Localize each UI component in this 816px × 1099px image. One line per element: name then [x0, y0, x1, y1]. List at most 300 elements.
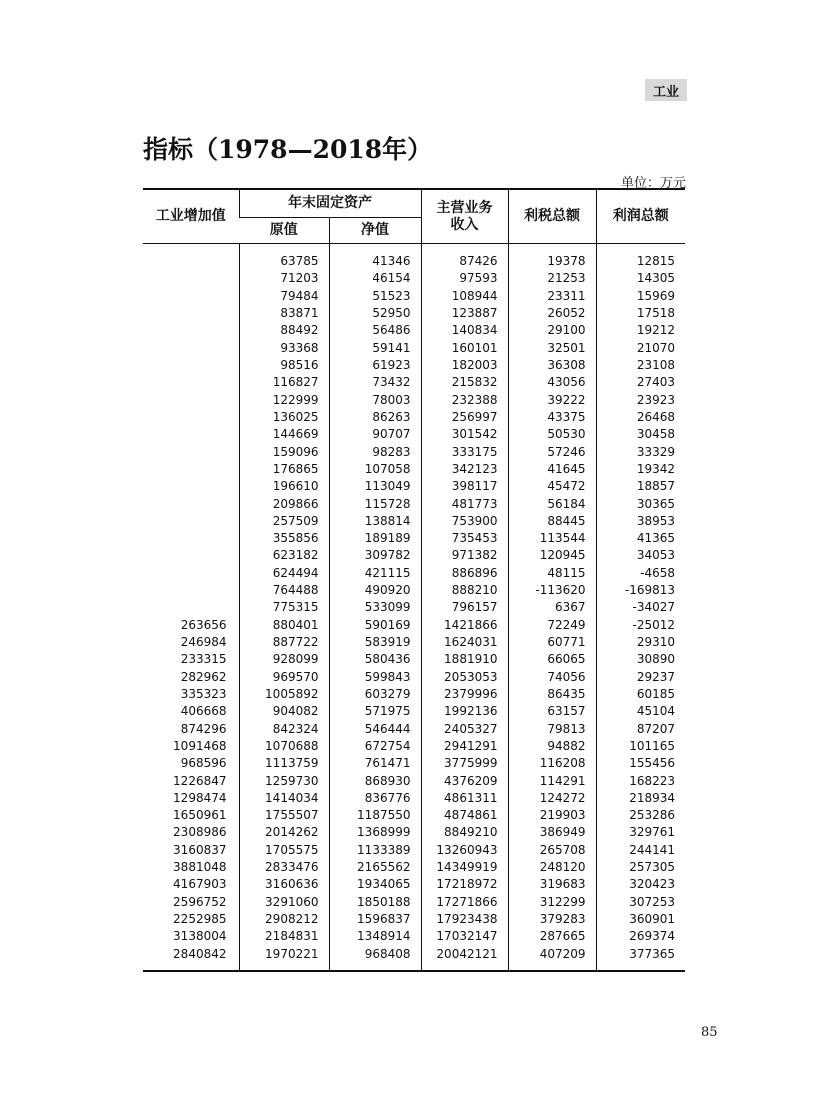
table-cell: 928099: [239, 651, 329, 668]
table-cell: 30458: [596, 426, 685, 443]
table-cell: 138814: [329, 513, 421, 530]
table-cell: 624494: [239, 565, 329, 582]
table-cell: 309782: [329, 547, 421, 564]
table-row: [143, 340, 685, 357]
table-cell: [143, 357, 239, 374]
table-cell: 307253: [596, 894, 685, 911]
table-cell: [143, 547, 239, 564]
table-row: [143, 790, 685, 807]
table-cell: 23108: [596, 357, 685, 374]
table-row: [143, 478, 685, 495]
table-row: [143, 686, 685, 703]
table-cell: 904082: [239, 703, 329, 720]
table-cell: 78003: [329, 392, 421, 409]
table-cell: 219903: [508, 807, 596, 824]
table-cell: [143, 392, 239, 409]
table-cell: 4861311: [421, 790, 508, 807]
table-cell: 1226847: [173, 773, 227, 788]
table-cell: 377365: [596, 946, 685, 963]
table-cell: 1934065: [329, 876, 421, 893]
table-body: [143, 244, 685, 971]
table-cell: 1414034: [239, 790, 329, 807]
table-cell: 45104: [596, 703, 685, 720]
table-row: [143, 357, 685, 374]
table-cell: 886896: [421, 565, 508, 582]
table-cell: 209866: [239, 495, 329, 512]
table-cell: 2941291: [421, 738, 508, 755]
table-cell: 379283: [508, 911, 596, 928]
table-cell: 3160837: [173, 842, 227, 857]
table-row: [143, 409, 685, 426]
table-cell: 4376209: [421, 772, 508, 789]
table-cell: [143, 461, 239, 478]
table-row: [143, 530, 685, 547]
table-cell: 15969: [596, 288, 685, 305]
table-cell: [143, 565, 239, 582]
table-cell: 13260943: [421, 842, 508, 859]
table-cell: 1133389: [329, 842, 421, 859]
table-row: [143, 772, 685, 789]
table-cell: 329761: [596, 824, 685, 841]
table-cell: 761471: [329, 755, 421, 772]
table-cell: 18857: [596, 478, 685, 495]
table-cell: 72249: [508, 617, 596, 634]
table-cell: 248120: [508, 859, 596, 876]
table-cell: -4658: [596, 565, 685, 582]
table-cell: 88492: [239, 322, 329, 339]
table-cell: 32501: [508, 340, 596, 357]
table-cell: 43375: [508, 409, 596, 426]
table-cell: 60185: [596, 686, 685, 703]
table-cell: 571975: [329, 703, 421, 720]
table-cell: 218934: [596, 790, 685, 807]
table-cell: 2308986: [173, 825, 227, 840]
table-cell: 41346: [329, 253, 421, 270]
table-cell: 623182: [239, 547, 329, 564]
table-cell: 46154: [329, 270, 421, 287]
table-cell: 1596837: [329, 911, 421, 928]
table-cell: [143, 270, 239, 287]
table-cell: 160101: [421, 340, 508, 357]
table-cell: 2184831: [239, 928, 329, 945]
table-row: [143, 928, 685, 945]
table-row: [143, 374, 685, 391]
table-cell: 590169: [329, 617, 421, 634]
data-table: [143, 188, 685, 972]
table-cell: 1113759: [239, 755, 329, 772]
table-cell: 120945: [508, 547, 596, 564]
table-cell: 113049: [329, 478, 421, 495]
table-cell: 1187550: [329, 807, 421, 824]
table-cell: 533099: [329, 599, 421, 616]
table-cell: 83871: [239, 305, 329, 322]
table-row: [143, 703, 685, 720]
table-cell: 1850188: [329, 894, 421, 911]
table-cell: 29100: [508, 322, 596, 339]
table-cell: 17271866: [421, 894, 508, 911]
table-cell: 17032147: [421, 928, 508, 945]
table-cell: 1650961: [173, 808, 227, 823]
table-cell: 971382: [421, 547, 508, 564]
table-cell: 386949: [508, 824, 596, 841]
table-row: [143, 651, 685, 668]
table-cell: 8849210: [421, 824, 508, 841]
table-cell: 599843: [329, 669, 421, 686]
table-cell: 1881910: [421, 651, 508, 668]
table-cell: 3138004: [173, 929, 227, 944]
table-cell: 17518: [596, 305, 685, 322]
table-cell: [143, 322, 239, 339]
table-row: [143, 617, 685, 634]
table-row: [143, 720, 685, 737]
table-cell: 2252985: [173, 912, 227, 927]
table-cell: 86435: [508, 686, 596, 703]
table-cell: 124272: [508, 790, 596, 807]
table-cell: 21253: [508, 270, 596, 287]
page-number: 85: [701, 1025, 718, 1040]
table-cell: 122999: [239, 392, 329, 409]
table-row: [143, 305, 685, 322]
table-cell: 3881048: [173, 860, 227, 875]
table-cell: 113544: [508, 530, 596, 547]
table-cell: 79484: [239, 288, 329, 305]
table-cell: 546444: [329, 720, 421, 737]
table-cell: 2596752: [173, 894, 227, 909]
table-cell: 888210: [421, 582, 508, 599]
table-cell: 301542: [421, 426, 508, 443]
table-cell: 969570: [239, 669, 329, 686]
header-main-business-income: 主营业务收入: [421, 189, 508, 244]
table-cell: 355856: [239, 530, 329, 547]
table-cell: 51523: [329, 288, 421, 305]
table-cell: 407209: [508, 946, 596, 963]
table-cell: 874296: [180, 721, 227, 736]
table-cell: 116827: [239, 374, 329, 391]
table-cell: 2165562: [329, 859, 421, 876]
header-net-value: 净值: [329, 218, 421, 244]
table-cell: 90707: [329, 426, 421, 443]
table-cell: 342123: [421, 461, 508, 478]
table-row: [143, 824, 685, 841]
table-cell: 287665: [508, 928, 596, 945]
table-cell: 19342: [596, 461, 685, 478]
table-cell: 60771: [508, 634, 596, 651]
table-cell: 56184: [508, 495, 596, 512]
table-cell: 45472: [508, 478, 596, 495]
header-original-value: 原值: [239, 218, 329, 244]
table-cell: 196610: [239, 478, 329, 495]
table-cell: 43056: [508, 374, 596, 391]
table-cell: [143, 426, 239, 443]
table-cell: 1259730: [239, 772, 329, 789]
table-cell: 98283: [329, 443, 421, 460]
table-cell: 140834: [421, 322, 508, 339]
table-cell: 2405327: [421, 720, 508, 737]
table-cell: 360901: [596, 911, 685, 928]
table-cell: [143, 288, 239, 305]
table-cell: 27403: [596, 374, 685, 391]
page-title: 指标（1978—2018年）: [143, 135, 433, 164]
table-cell: 87426: [421, 253, 508, 270]
table-cell: 257509: [239, 513, 329, 530]
header-fixed-assets: 年末固定资产: [239, 189, 421, 218]
table-cell: [143, 599, 239, 616]
table-cell: 968596: [180, 756, 227, 771]
table-cell: 30365: [596, 495, 685, 512]
table-cell: 23923: [596, 392, 685, 409]
table-cell: 868930: [329, 772, 421, 789]
table-row: [143, 859, 685, 876]
table-cell: 63157: [508, 703, 596, 720]
table-cell: 215832: [421, 374, 508, 391]
table-cell: 3291060: [239, 894, 329, 911]
table-cell: 282962: [180, 669, 227, 684]
table-row: [143, 547, 685, 564]
table-cell: 136025: [239, 409, 329, 426]
table-row: [143, 582, 685, 599]
table-cell: 52950: [329, 305, 421, 322]
table-row: [143, 946, 685, 963]
table-cell: 333175: [421, 443, 508, 460]
table-cell: 48115: [508, 565, 596, 582]
header-profit-and-tax: 利税总额: [508, 189, 596, 244]
table-cell: 26052: [508, 305, 596, 322]
table-cell: 4167903: [173, 877, 227, 892]
unit-label: 单位：万元: [620, 176, 686, 191]
table-cell: 246984: [180, 635, 227, 650]
table-row: [143, 599, 685, 616]
table-cell: 23311: [508, 288, 596, 305]
table-cell: 2053053: [421, 669, 508, 686]
table-cell: 114291: [508, 772, 596, 789]
table-cell: 97593: [421, 270, 508, 287]
table-row: [143, 894, 685, 911]
section-tag: 工业: [645, 79, 687, 101]
table-cell: 312299: [508, 894, 596, 911]
table-cell: 1624031: [421, 634, 508, 651]
table-cell: 159096: [239, 443, 329, 460]
table-cell: 1070688: [239, 738, 329, 755]
table-cell: 3775999: [421, 755, 508, 772]
table-cell: 244141: [596, 842, 685, 859]
table-cell: 29310: [596, 634, 685, 651]
table-cell: 189189: [329, 530, 421, 547]
table-cell: 263656: [180, 617, 227, 632]
table-row: [143, 322, 685, 339]
table-cell: [143, 340, 239, 357]
table-cell: 34053: [596, 547, 685, 564]
table-row: [143, 495, 685, 512]
table-cell: 481773: [421, 495, 508, 512]
table-cell: 490920: [329, 582, 421, 599]
table-row: [143, 513, 685, 530]
table-cell: 6367: [508, 599, 596, 616]
table-cell: -113620: [508, 582, 596, 599]
table-cell: 73432: [329, 374, 421, 391]
table-cell: 842324: [239, 720, 329, 737]
table-cell: 41645: [508, 461, 596, 478]
table-cell: 880401: [239, 617, 329, 634]
table-cell: 2908212: [239, 911, 329, 928]
header-industry-value-added: 工业增加值: [143, 189, 239, 244]
table-cell: -34027: [596, 599, 685, 616]
table-row: [143, 807, 685, 824]
table-cell: 775315: [239, 599, 329, 616]
table-cell: 1298474: [173, 790, 227, 805]
table-cell: [143, 253, 239, 270]
table-cell: 57246: [508, 443, 596, 460]
table-cell: 887722: [239, 634, 329, 651]
table-cell: [143, 443, 239, 460]
table-row: [143, 669, 685, 686]
table-cell: 14305: [596, 270, 685, 287]
table-cell: 74056: [508, 669, 596, 686]
table-cell: 17923438: [421, 911, 508, 928]
table-row: [143, 288, 685, 305]
table-cell: [143, 478, 239, 495]
table-cell: 71203: [239, 270, 329, 287]
table-cell: 115728: [329, 495, 421, 512]
table-cell: 98516: [239, 357, 329, 374]
table-cell: 144669: [239, 426, 329, 443]
table-cell: 319683: [508, 876, 596, 893]
table-cell: 12815: [596, 253, 685, 270]
table-cell: 398117: [421, 478, 508, 495]
table-cell: 233315: [180, 652, 227, 667]
table-cell: 63785: [239, 253, 329, 270]
table-cell: 232388: [421, 392, 508, 409]
table-row: [143, 755, 685, 772]
table-cell: 2014262: [239, 824, 329, 841]
table-cell: 672754: [329, 738, 421, 755]
table-cell: 39222: [508, 392, 596, 409]
table-cell: 836776: [329, 790, 421, 807]
table-cell: 269374: [596, 928, 685, 945]
table-cell: 3160636: [239, 876, 329, 893]
table-row: [143, 634, 685, 651]
table-cell: 1091468: [173, 738, 227, 753]
table-cell: 583919: [329, 634, 421, 651]
table-cell: 1421866: [421, 617, 508, 634]
table-cell: 253286: [596, 807, 685, 824]
table-cell: 796157: [421, 599, 508, 616]
table-cell: -169813: [596, 582, 685, 599]
table-cell: 421115: [329, 565, 421, 582]
table-cell: [143, 582, 239, 599]
header-total-profit: 利润总额: [596, 189, 685, 244]
table-row: [143, 738, 685, 755]
table-cell: 61923: [329, 357, 421, 374]
table-cell: [143, 305, 239, 322]
table-cell: 406668: [180, 704, 227, 719]
table-cell: 1368999: [329, 824, 421, 841]
table-cell: 735453: [421, 530, 508, 547]
table-cell: 116208: [508, 755, 596, 772]
table-cell: 265708: [508, 842, 596, 859]
table-cell: 1755507: [239, 807, 329, 824]
table-cell: 123887: [421, 305, 508, 322]
table-row: [143, 443, 685, 460]
table-row: [143, 842, 685, 859]
table-cell: 79813: [508, 720, 596, 737]
table-cell: 2379996: [421, 686, 508, 703]
table-cell: 36308: [508, 357, 596, 374]
table-cell: [143, 495, 239, 512]
table-cell: [143, 409, 239, 426]
table-cell: 59141: [329, 340, 421, 357]
table-cell: 20042121: [421, 946, 508, 963]
table-cell: [143, 513, 239, 530]
table-cell: 155456: [596, 755, 685, 772]
table-cell: 1992136: [421, 703, 508, 720]
table-row: [143, 270, 685, 287]
table-cell: 257305: [596, 859, 685, 876]
table-cell: 168223: [596, 772, 685, 789]
table-cell: 4874861: [421, 807, 508, 824]
table-cell: 753900: [421, 513, 508, 530]
table-row: [143, 911, 685, 928]
table-cell: 1705575: [239, 842, 329, 859]
table-cell: 968408: [329, 946, 421, 963]
table-cell: 764488: [239, 582, 329, 599]
table-cell: 1970221: [239, 946, 329, 963]
table-cell: [143, 530, 239, 547]
table-cell: 101165: [596, 738, 685, 755]
table-cell: 1348914: [329, 928, 421, 945]
table-cell: 14349919: [421, 859, 508, 876]
table-cell: 38953: [596, 513, 685, 530]
table-row: [143, 426, 685, 443]
table-cell: 176865: [239, 461, 329, 478]
table-cell: 88445: [508, 513, 596, 530]
table-cell: 33329: [596, 443, 685, 460]
table-cell: 603279: [329, 686, 421, 703]
table-cell: [143, 374, 239, 391]
table-cell: 50530: [508, 426, 596, 443]
table-cell: -25012: [596, 617, 685, 634]
table-cell: 41365: [596, 530, 685, 547]
table-cell: 87207: [596, 720, 685, 737]
table-cell: 29237: [596, 669, 685, 686]
table-cell: 256997: [421, 409, 508, 426]
table-row: [143, 461, 685, 478]
table-cell: 580436: [329, 651, 421, 668]
table-cell: 93368: [239, 340, 329, 357]
table-cell: 26468: [596, 409, 685, 426]
table-cell: 108944: [421, 288, 508, 305]
table-cell: 30890: [596, 651, 685, 668]
table-cell: 19212: [596, 322, 685, 339]
table-cell: 94882: [508, 738, 596, 755]
table-cell: 320423: [596, 876, 685, 893]
table-row: [143, 392, 685, 409]
table-row: [143, 565, 685, 582]
table-cell: 2840842: [173, 946, 227, 961]
table-cell: 182003: [421, 357, 508, 374]
table-cell: 1005892: [239, 686, 329, 703]
table-cell: 66065: [508, 651, 596, 668]
table-row: [143, 876, 685, 893]
table-cell: 335323: [180, 686, 227, 701]
table-cell: 86263: [329, 409, 421, 426]
table-cell: 56486: [329, 322, 421, 339]
table-cell: 107058: [329, 461, 421, 478]
table-cell: 17218972: [421, 876, 508, 893]
table-row: [143, 253, 685, 270]
table-cell: 21070: [596, 340, 685, 357]
table-cell: 2833476: [239, 859, 329, 876]
table-cell: 19378: [508, 253, 596, 270]
